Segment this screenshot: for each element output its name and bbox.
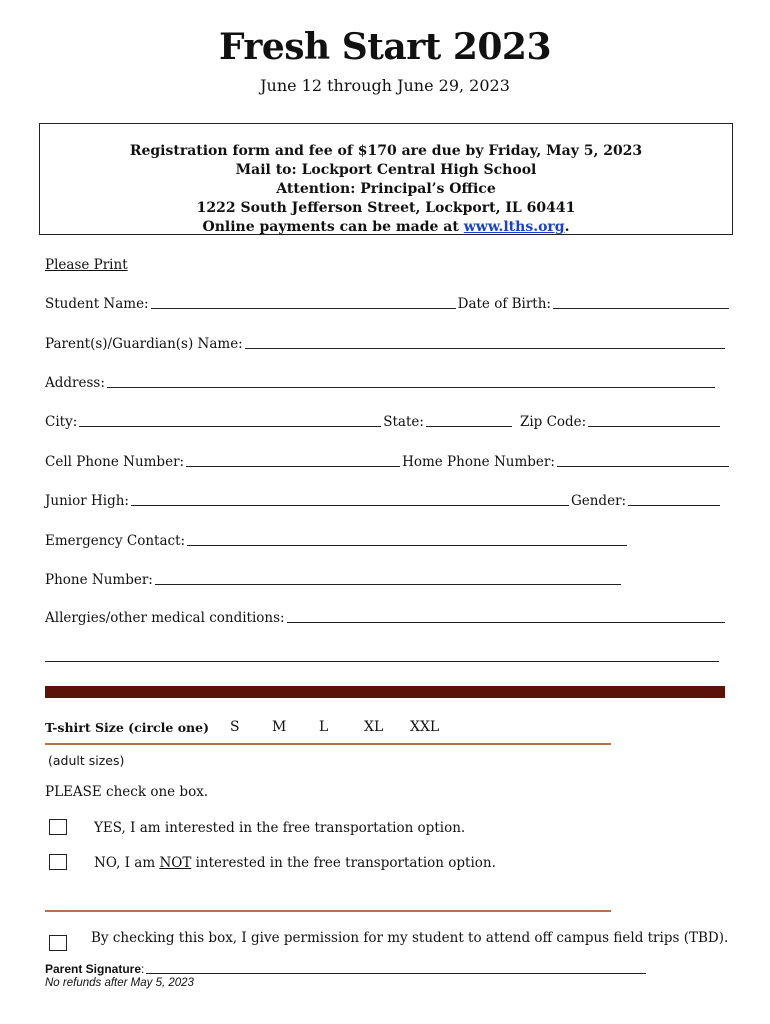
field-trip-permission-checkbox[interactable] [49,935,67,951]
emergency-contact-label: Emergency Contact: [45,533,186,549]
permission-divider-rule [45,910,611,912]
home-phone-label: Home Phone Number: [402,454,555,470]
transport-no-prefix: NO, I am [94,855,160,871]
parent-signature-label: Parent Signature [45,962,142,976]
student-name-row [45,296,731,312]
junior-high-field[interactable] [131,493,569,506]
online-payment-text: Online payments can be made at [202,219,464,235]
phone-number-label: Phone Number: [45,572,153,588]
please-print-label: Please Print [45,257,128,273]
section-divider-bar [45,686,725,698]
date-of-birth-label: Date of Birth: [457,296,551,312]
parent-name-field[interactable] [245,336,725,349]
field-trip-permission-text: By checking this box, I give permission for my student to attend off campus field trips (TBD). [91,930,729,946]
check-one-instruction: PLEASE check one box. [45,784,209,800]
online-payment-line [40,218,732,237]
zip-code-label: Zip Code: [519,414,587,430]
transport-yes-label: YES, I am interested in the free transportation option. [94,820,466,836]
date-range: June 12 through June 29, 2023 [260,76,510,95]
adult-sizes-note: (adult sizes) [48,753,125,768]
allergies-label: Allergies/other medical conditions: [45,610,285,626]
address-field[interactable] [107,375,715,388]
no-refunds-note: No refunds after May 5, 2023 [45,977,194,989]
student-name-field[interactable] [151,296,456,309]
phone-number-row [45,572,623,588]
transport-not-emphasis: NOT [159,855,192,871]
tshirt-size-m[interactable]: M [272,719,287,735]
city-state-zip-row [45,414,722,430]
cell-phone-field[interactable] [186,454,400,467]
mail-to-line: Mail to: Lockport Central High School [235,162,537,178]
page-title: Fresh Start 2023 [218,26,552,68]
cell-phone-label: Cell Phone Number: [45,454,185,470]
phone-numbers-row [45,454,731,470]
fee-due-line: Registration form and fee of $170 are due by Friday, May 5, 2023 [129,143,643,159]
junior-high-label: Junior High: [45,493,129,509]
tshirt-size-s[interactable]: S [230,719,240,735]
gender-label: Gender: [570,493,627,509]
student-name-label: Student Name: [45,296,149,312]
attention-line: Attention: Principal’s Office [276,181,496,197]
parent-signature-colon: : [141,962,145,976]
city-field[interactable] [79,414,381,427]
phone-number-field[interactable] [155,572,621,585]
tshirt-divider-rule [45,743,611,745]
state-label: State: [383,414,424,430]
lths-website-link[interactable]: www.lths.org [463,219,565,235]
parent-name-label: Parent(s)/Guardian(s) Name: [45,336,243,352]
city-label: City: [45,414,78,430]
gender-field[interactable] [628,493,720,506]
address-row [45,375,717,391]
home-phone-field[interactable] [557,454,729,467]
allergies-field[interactable] [287,610,725,623]
tshirt-size-label: T-shirt Size (circle one) [45,720,210,735]
date-of-birth-field[interactable] [553,296,729,309]
parent-name-row [45,336,727,352]
transport-yes-checkbox[interactable] [49,819,67,835]
transport-no-label [94,855,496,871]
tshirt-size-l[interactable]: L [319,719,329,735]
tshirt-size-xxl[interactable]: XXL [410,719,440,735]
parent-signature-field[interactable] [146,963,646,974]
junior-high-row [45,493,722,509]
tshirt-size-xl[interactable]: XL [364,719,384,735]
address-label: Address: [45,375,105,391]
online-payment-period: . [564,219,570,235]
zip-code-field[interactable] [588,414,720,427]
state-field[interactable] [426,414,512,427]
allergies-row [45,610,727,626]
registration-info-box [39,123,733,235]
emergency-contact-field[interactable] [187,533,627,546]
street-address-line: 1222 South Jefferson Street, Lockport, IL 60441 [196,200,576,216]
transport-no-suffix: interested in the free transportation option. [191,855,496,871]
emergency-contact-row [45,533,629,549]
parent-signature-row [45,962,648,976]
transport-no-checkbox[interactable] [49,854,67,870]
allergies-continuation-line[interactable] [45,661,719,662]
